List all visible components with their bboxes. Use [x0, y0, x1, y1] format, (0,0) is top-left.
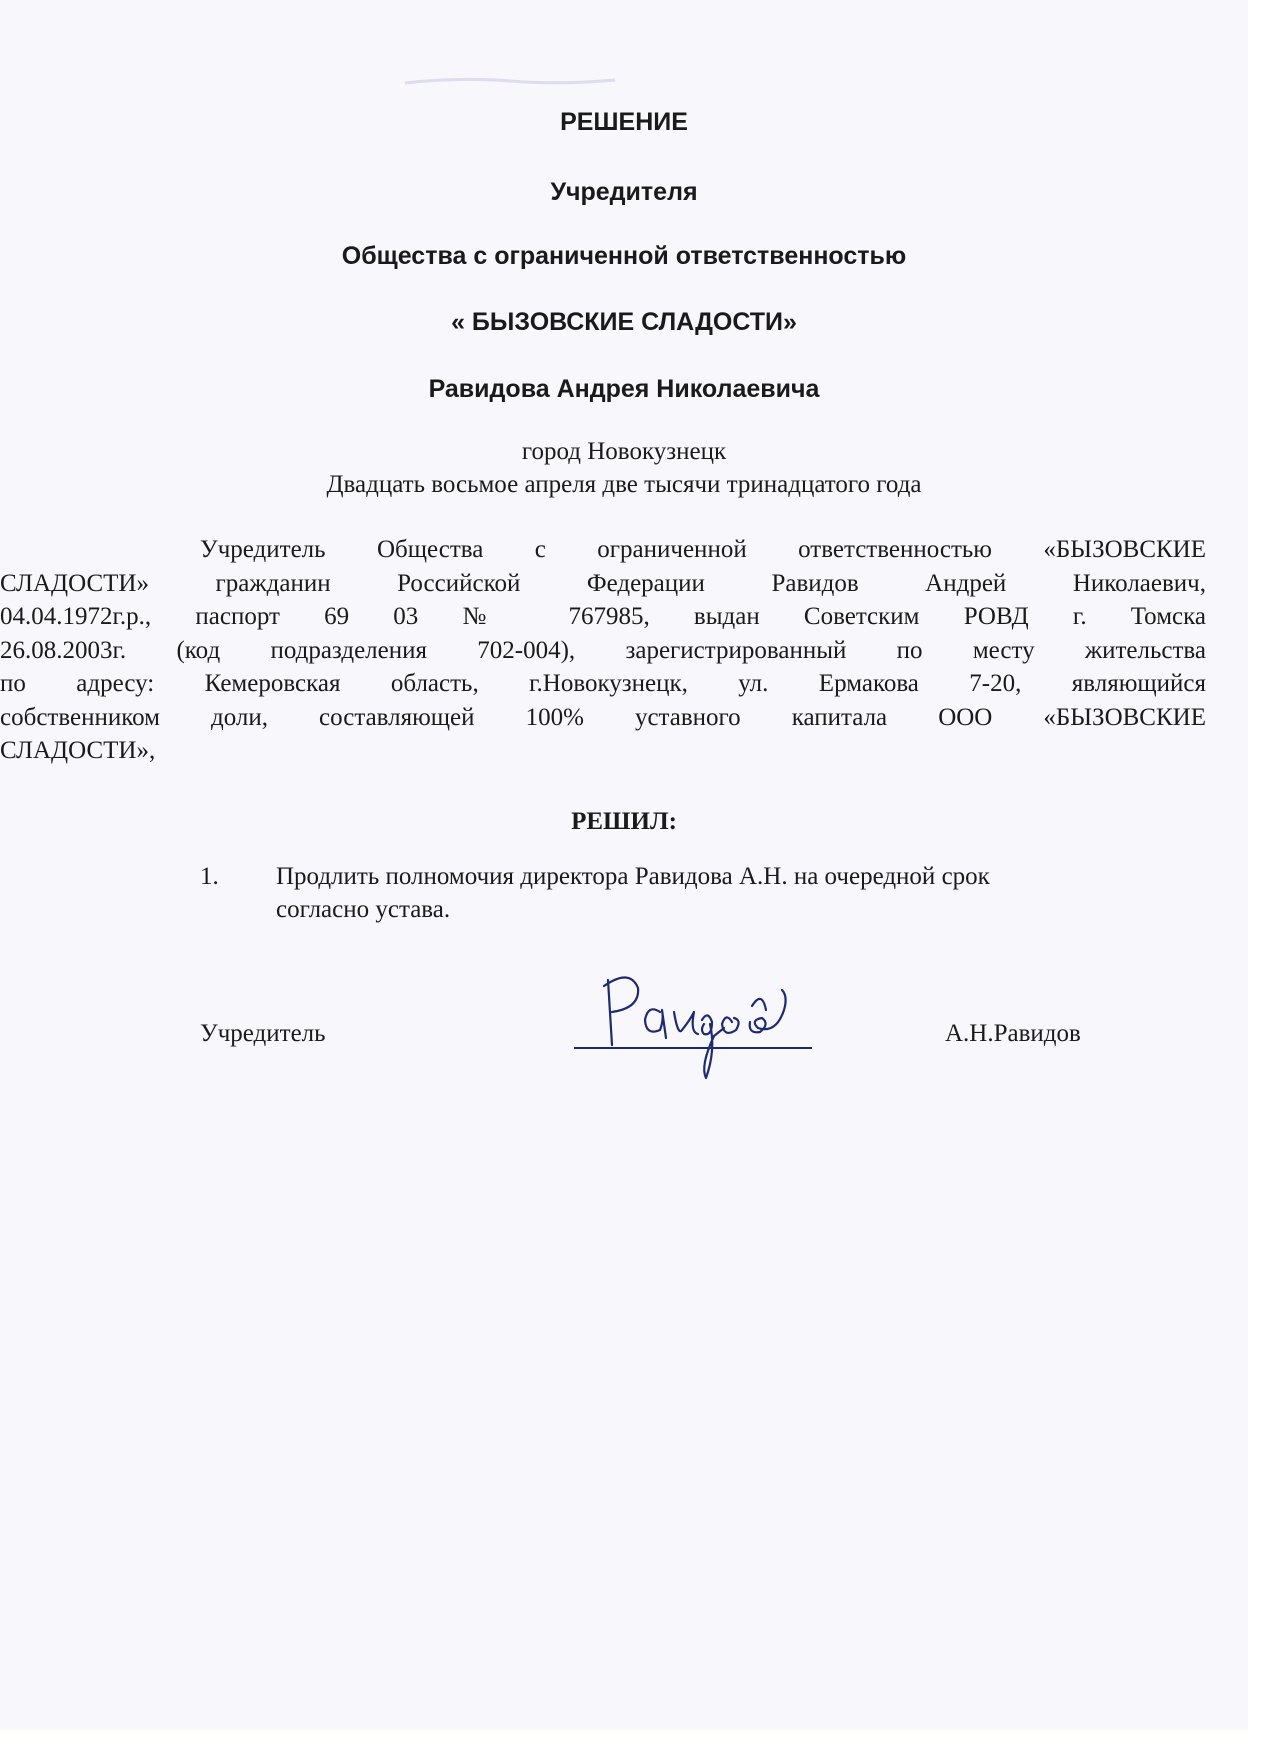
document-title: РЕШЕНИЕ — [560, 108, 688, 136]
signature-name: А.Н.Равидов — [945, 1020, 1081, 1047]
handwritten-signature — [590, 950, 820, 1080]
scan-edge-right — [1248, 0, 1275, 1754]
signature-label: Учредитель — [200, 1020, 326, 1047]
body-line: 26.08.2003г. (код подразделения 702-004), зарегистрированный по месту жительства — [0, 636, 1206, 664]
faint-stamp-mark — [400, 75, 620, 87]
document-date: Двадцать восьмое апреля две тысячи тринадцатого года — [326, 471, 922, 498]
body-line: по адресу: Кемеровская область, г.Новокузнецк, ул. Ермакова 7-20, являющийся — [0, 670, 1206, 697]
decision-number: 1. — [200, 863, 219, 890]
founder-name: Равидова Андрея Николаевича — [428, 375, 820, 403]
body-line: 04.04.1972г.р., паспорт 69 03 № 767985, выдан Советским РОВД г. Томска — [0, 603, 1206, 630]
body-line: СЛАДОСТИ» гражданин Российской Федерации Равидов Андрей Николаевич, — [0, 569, 1206, 597]
document-subtitle-founder: Учредителя — [550, 178, 698, 206]
document-city: город Новокузнецк — [521, 438, 727, 465]
decided-heading: РЕШИЛ: — [571, 808, 677, 835]
body-line: собственником доли, составляющей 100% уставного капитала ООО «БЫЗОВСКИЕ — [0, 703, 1206, 731]
document-subtitle-company-type: Общества с ограниченной ответственностью — [341, 242, 907, 270]
decision-text — [276, 860, 1136, 926]
company-name: « БЫЗОВСКИЕ СЛАДОСТИ» — [451, 308, 797, 336]
body-line: Учредитель Общества с ограниченной ответственностью «БЫЗОВСКИЕ — [200, 536, 1206, 563]
decision-text-line: Продлить полномочия директора Равидова А.Н. на очередной срок — [276, 863, 990, 890]
scan-edge-bottom — [0, 1730, 1275, 1754]
decision-text-line: согласно устава. — [276, 896, 451, 923]
body-paragraph — [0, 533, 1206, 768]
body-line: СЛАДОСТИ», — [0, 737, 156, 764]
